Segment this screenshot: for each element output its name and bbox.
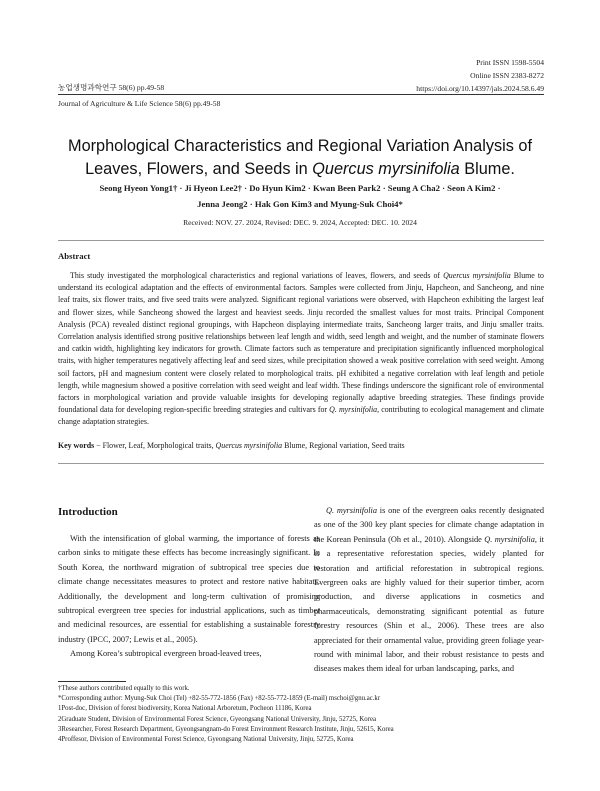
abstract-species-short: Q. myrsinifolia [329,405,378,415]
footnote-corresponding-author: *Corresponding author: Myung-Suk Choi (Tel) +82-55-772-1856 (Fax) +82-55-772-1859 (E-mail) mschoi@gnu.ac.kr [58,695,381,703]
right-column [314,504,544,677]
abstract-body: This study investigated the morphological characteristics and regional variations of leaves, flowers, and seeds of Quercus myrsinifolia Blume to understand its ecological adaptation and the effects of environmental factors. Samples were collected from Jinju, Hapcheon, and Sancheong, and nine leaf traits, six flower traits, and five seed traits were analyzed. Significant regional variations were observed, with Hapcheon exhibiting the largest leaf and flower sizes, while Sancheong showed the largest and heaviest seeds. Jinju recorded the smallest values for most traits. Principal Component Analysis (PCA) revealed distinct regional groupings, with Hapcheon displaying intermediate traits, Sancheong larger traits, and Jinju smaller traits. Correlation analysis identified strong positive relationships between leaf length and width, seed length and weight, and the number of staminate flowers and catkin width, highlighting key indicators for growth. Climate factors such as temperature and precipitation significantly influenced morphological traits, with higher temperatures negatively affecting leaf and seed sizes, while precipitation showed a weak positive correlation with seed weight. Among soil factors, pH and magnesium content were closely related to morphological traits. pH exhibited a negative correlation with leaf length and petiole length, while magnesium showed a positive correlation with seed weight and leaf width. These findings underscore the significant role of environmental factors in morphological variation and provide valuable insights for developing regionally adaptive breeding strategies. These findings provide foundational data for developing region-specific breeding strategies and cultivars for Q. myrsinifolia, contributing to ecological management and climate change adaptation strategies. [58,271,544,427]
title-line-2: Leaves, Flowers, and Seeds in Quercus myrsinifolia Blume. [85,160,515,178]
issn-online: Online ISSN 2383-8272 [470,71,544,80]
abstract-top-rule [58,240,544,241]
journal-korean: 농업생명과학연구 58(6) pp.49-58 [58,83,165,92]
authors-line-1: Seong Hyeon Yong1† · Ji Hyeon Lee2† · Do Hyun Kim2 · Kwan Been Park2 · Seung A Cha2 · Seon A Kim2 · [99,183,501,193]
received-dates: Received: NOV. 27. 2024, Revised: DEC. 9. 2024, Accepted: DEC. 10. 2024 [183,218,417,227]
introduction-heading: Introduction [58,506,118,518]
left-paragraph-2: Among Korea’s subtropical evergreen broad-leaved trees, [70,649,262,659]
keywords-species: Quercus myrsinifolia [215,441,283,450]
keywords-label: Key words [58,441,95,450]
abstract-heading: Abstract [58,251,91,261]
journal-english: Journal of Agriculture & Life Science 58(6) pp.49-58 [58,99,221,108]
right-paragraph-1: Q. myrsinifolia is one of the evergreen oaks recently designated as one of the 300 key plant species for climate change adaptation in the Korean Peninsula (Oh et al., 2010). Alongside Q. myrsinifolia, it is a representative reforestation species, widely planted for restoration and artificial reforestation in subtropical regions. Evergreen oaks are highly valued for their superior timber, acorn production, and diverse applications in cosmetics and pharmaceuticals, demonstrating significant potential as future forestry resources (Shin et al., 2006). These trees are also appreciated for their ornamental value, providing green foliage year-round with minimal labor, and their robust resistance to pests and diseases makes them ideal for urban landscaping, parks, and [314,506,544,674]
header-rule [58,94,544,95]
left-paragraph-1: With the intensification of global warming, the importance of forests as carbon sinks to mitigate these effects has become increasingly significant. In South Korea, the northward migration of subtropical tree species due to climate change necessitates measures to protect and restore native habitats. Additionally, the development and long-term cultivation of promising subtropical evergreen tree species for industrial applications, such as timber and medicinal resources, are essential for establishing a sustainable forestry industry (IPCC, 2007; Lewis et al., 2005). [58,534,320,644]
footnote-affiliation-3: 3Researcher, Forest Research Department, Gyeongsangnam-do Forest Environment Research Institute, Jinju, 52615, Korea [58,725,394,733]
title-species: Quercus myrsinifolia [312,160,460,178]
left-column [58,532,320,662]
authors-line-2: Jenna Jeong2 · Hak Gon Kim3 and Myung-Suk Choi4* [197,199,403,209]
footnotes [58,684,544,745]
issn-print: Print ISSN 1598-5504 [476,58,544,67]
right-species-1: Q. myrsinifolia [326,506,377,515]
footnote-affiliation-1: 1Post-doc, Division of forest biodiversity, Korea National Arboretum, Pocheon 11186, Korea [58,705,312,713]
author-list [40,180,560,212]
paper-title [40,135,560,181]
abstract-bottom-rule [58,463,544,464]
issn-block [416,56,544,95]
title-line-1: Morphological Characteristics and Regional Variation Analysis of [68,137,532,155]
doi-link[interactable]: https://doi.org/10.14397/jals.2024.58.6.49 [416,84,544,93]
right-species-2: Q. myrsinifolia [484,534,535,544]
footnote-equal-contribution: †These authors contributed equally to this work. [58,685,190,692]
abstract-species: Quercus myrsinifolia [443,271,511,280]
keywords: Key words − Flower, Leaf, Morphological traits, Quercus myrsinifolia Blume, Regional variation, Seed traits [58,441,405,450]
footnote-rule [58,681,126,682]
footnote-affiliation-2: 2Graduate Student, Division of Environmental Forest Science, Gyeongsang National University, Jinju, 52725, Korea [58,715,377,723]
footnote-affiliation-4: 4Proffesor, Division of Environmental Forest Science, Gyeongsang National University, Jinju, 52725, Korea [58,736,354,744]
